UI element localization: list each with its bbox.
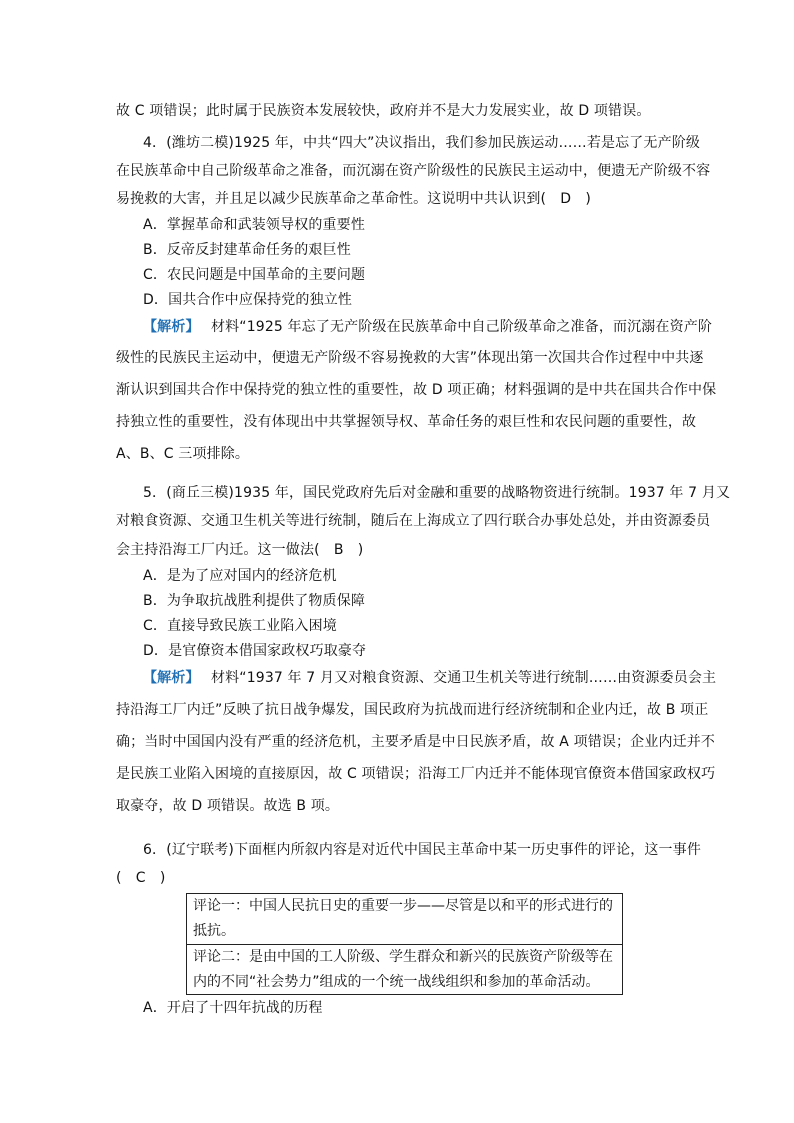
q4-analysis-line-2: 级性的民族民主运动中，便遗无产阶级不容易挽救的大害”体现出第一次国共合作过程中中共逐 — [116, 350, 704, 366]
q4-option-d: D．国共合作中应保持党的独立性 — [143, 292, 353, 308]
q4-stem-line-2: 在民族革命中自己阶级革命之准备，而沉溺在资产阶级性的民族民主运动中，便遗无产阶级不容 — [116, 163, 711, 179]
q4-analysis-line-4: 持独立性的重要性，没有体现出中共掌握领导权、革命任务的艰巨性和农民问题的重要性，故 — [116, 414, 697, 430]
q4-analysis-line-3: 渐认识到国共合作中保持党的独立性的重要性，故 D 项正确；材料强调的是中共在国共合作中保 — [116, 382, 717, 398]
q5-option-b: B．为争取抗战胜利提供了物质保障 — [143, 593, 366, 609]
comment-two-line-2: 内的不同“社会势力”组成的一个统一战线组织和参加的革命活动。 — [193, 974, 600, 990]
q4-option-a: A．掌握革命和武装领导权的重要性 — [143, 217, 365, 233]
q5-analysis-line-3: 确；当时中国国内没有严重的经济危机，主要矛盾是中日民族矛盾，故 A 项错误；企业内迁并不 — [116, 734, 716, 750]
comment-one-line-1: 评论一：中国人民抗日史的重要一步——尽管是以和平的形式进行的 — [193, 898, 613, 914]
comment-two-line-1: 评论二：是由中国的工人阶级、学生群众和新兴的民族资产阶级等在 — [193, 949, 613, 965]
comment-two — [187, 944, 622, 994]
comment-box — [186, 893, 623, 995]
q5-analysis-line-5: 取豪夺，故 D 项错误。故选 B 项。 — [116, 798, 340, 814]
q4-option-c: C．农民问题是中国革命的主要问题 — [143, 267, 366, 283]
prev-answer-continuation: 故 C 项错误；此时属于民族资本发展较快，政府并不是大力发展实业，故 D 项错误。 — [116, 103, 651, 119]
q5-analysis-label: 【解析】 — [143, 670, 200, 686]
q5-option-a: A．是为了应对国内的经济危机 — [143, 568, 337, 584]
q5-analysis-line-4: 是民族工业陷入困境的直接原因，故 C 项错误；沿海工厂内迁并不能体现官僚资本借国家政权巧 — [116, 766, 716, 782]
q6-option-a: A．开启了十四年抗战的历程 — [143, 1000, 323, 1016]
comment-one-line-2: 抵抗。 — [193, 923, 235, 939]
q6-stem-line-1: 6．(辽宁联考)下面框内所叙内容是对近代中国民主革命中某一历史事件的评论，这一事件 — [143, 842, 701, 858]
q4-analysis-line-1: 材料“1925 年忘了无产阶级在民族革命中自己阶级革命之准备，而沉溺在资产阶 — [211, 319, 713, 335]
q5-stem-line-1: 5．(商丘三模)1935 年，国民党政府先后对金融和重要的战略物资进行统制。1937 年 7 月又 — [143, 485, 731, 501]
q5-option-c: C．直接导致民族工业陷入困境 — [143, 618, 337, 634]
q4-analysis-label: 【解析】 — [143, 319, 200, 335]
q4-analysis-line-5: A、B、C 三项排除。 — [116, 446, 250, 462]
q4-stem-line-3: 易挽救的大害，并且足以减少民族革命之革命性。这说明中共认识到( D ) — [116, 191, 591, 207]
q4-stem-line-1: 4．(潍坊二模)1925 年，中共“四大”决议指出，我们参加民族运动……若是忘了无产阶级 — [143, 135, 701, 151]
q5-analysis-line-2: 持沿海工厂内迁”反映了抗日战争爆发，国民政府为抗战而进行经济统制和企业内迁，故 B 项正 — [116, 702, 709, 718]
q4-option-b: B．反帝反封建革命任务的艰巨性 — [143, 242, 351, 258]
q5-stem-line-3: 会主持沿海工厂内迁。这一做法( B ) — [116, 542, 364, 558]
q5-stem-line-2: 对粮食资源、交通卫生机关等进行统制，随后在上海成立了四行联合办事处总处，并由资源委员 — [116, 513, 711, 529]
q5-option-d: D．是官僚资本借国家政权巧取豪夺 — [143, 643, 367, 659]
q6-stem-line-2: ( C ) — [116, 870, 166, 886]
comment-one — [187, 894, 622, 944]
q5-analysis-line-1: 材料“1937 年 7 月又对粮食资源、交通卫生机关等进行统制……由资源委员会主 — [211, 670, 717, 686]
